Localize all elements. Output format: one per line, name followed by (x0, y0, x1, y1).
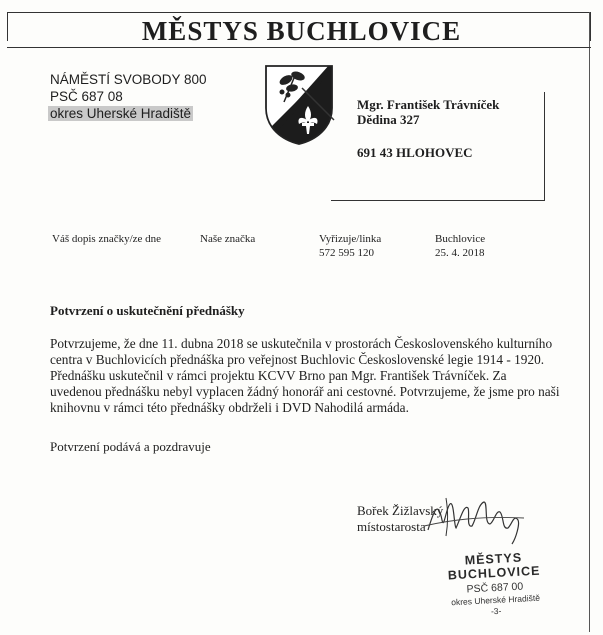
body-line: knihovnu v rámci této přednášky obdrželi i DVD Nahodilá armáda. (50, 400, 409, 415)
body-line: uvedenou přednášku nebyl vyplacen žádný honorář ani cestovné. Potvrzujeme, že jsme pro naši (50, 384, 560, 399)
handled-by-phone: 572 595 120 (319, 247, 374, 259)
body-line: Přednášku uskutečnil v rámci projektu KCVV Brno pan Mgr. František Trávníček. Za (50, 368, 507, 383)
signatory-role: místostarosta (357, 519, 426, 534)
handled-by-label: Vyřizuje/linka (319, 233, 382, 245)
body-line: centra v Buchlovicích přednáška pro veřejnost Buchlovic Československé legie 1914 - 1920. (50, 352, 545, 367)
recipient-street: Dědina 327 (357, 112, 420, 127)
recipient-box-corner (300, 86, 340, 126)
letterhead-rule (7, 47, 591, 48)
your-letter-label: Váš dopis značky/ze dne (52, 233, 162, 245)
body-line: Potvrzujeme, že dne 11. dubna 2018 se uskutečnila v prostorách Československého kulturního (50, 336, 553, 351)
letter-subject: Potvrzení o uskutečnění přednášky (50, 303, 245, 318)
stamp-town: MĚSTYS BUCHLOVICE (447, 550, 541, 583)
sender-street: NÁMĚSTÍ SVOBODY 800 (50, 72, 207, 87)
letterhead-title: MĚSTYS BUCHLOVICE (141, 16, 462, 46)
letter-date: 25. 4. 2018 (435, 247, 485, 259)
sender-postcode: PSČ 687 08 (50, 89, 123, 104)
stamp-postcode: PSČ 687 00 (466, 580, 524, 596)
closing-line: Potvrzení podává a pozdravuje (50, 439, 211, 454)
our-ref-label: Naše značka (200, 233, 256, 245)
stamp-number: -3- (490, 605, 502, 617)
handwritten-signature-icon (420, 490, 530, 546)
stamp-district: okres Uherské Hradiště (450, 592, 541, 608)
recipient-city: 691 43 HLOHOVEC (357, 145, 473, 160)
official-stamp (418, 548, 572, 631)
signatory-name: Bořek Žižlavský (357, 503, 444, 518)
sender-district: okres Uherské Hradiště (50, 106, 192, 121)
page-border-right (589, 12, 590, 632)
recipient-name: Mgr. František Trávníček (357, 97, 500, 112)
letter-place: Buchlovice (435, 233, 486, 245)
